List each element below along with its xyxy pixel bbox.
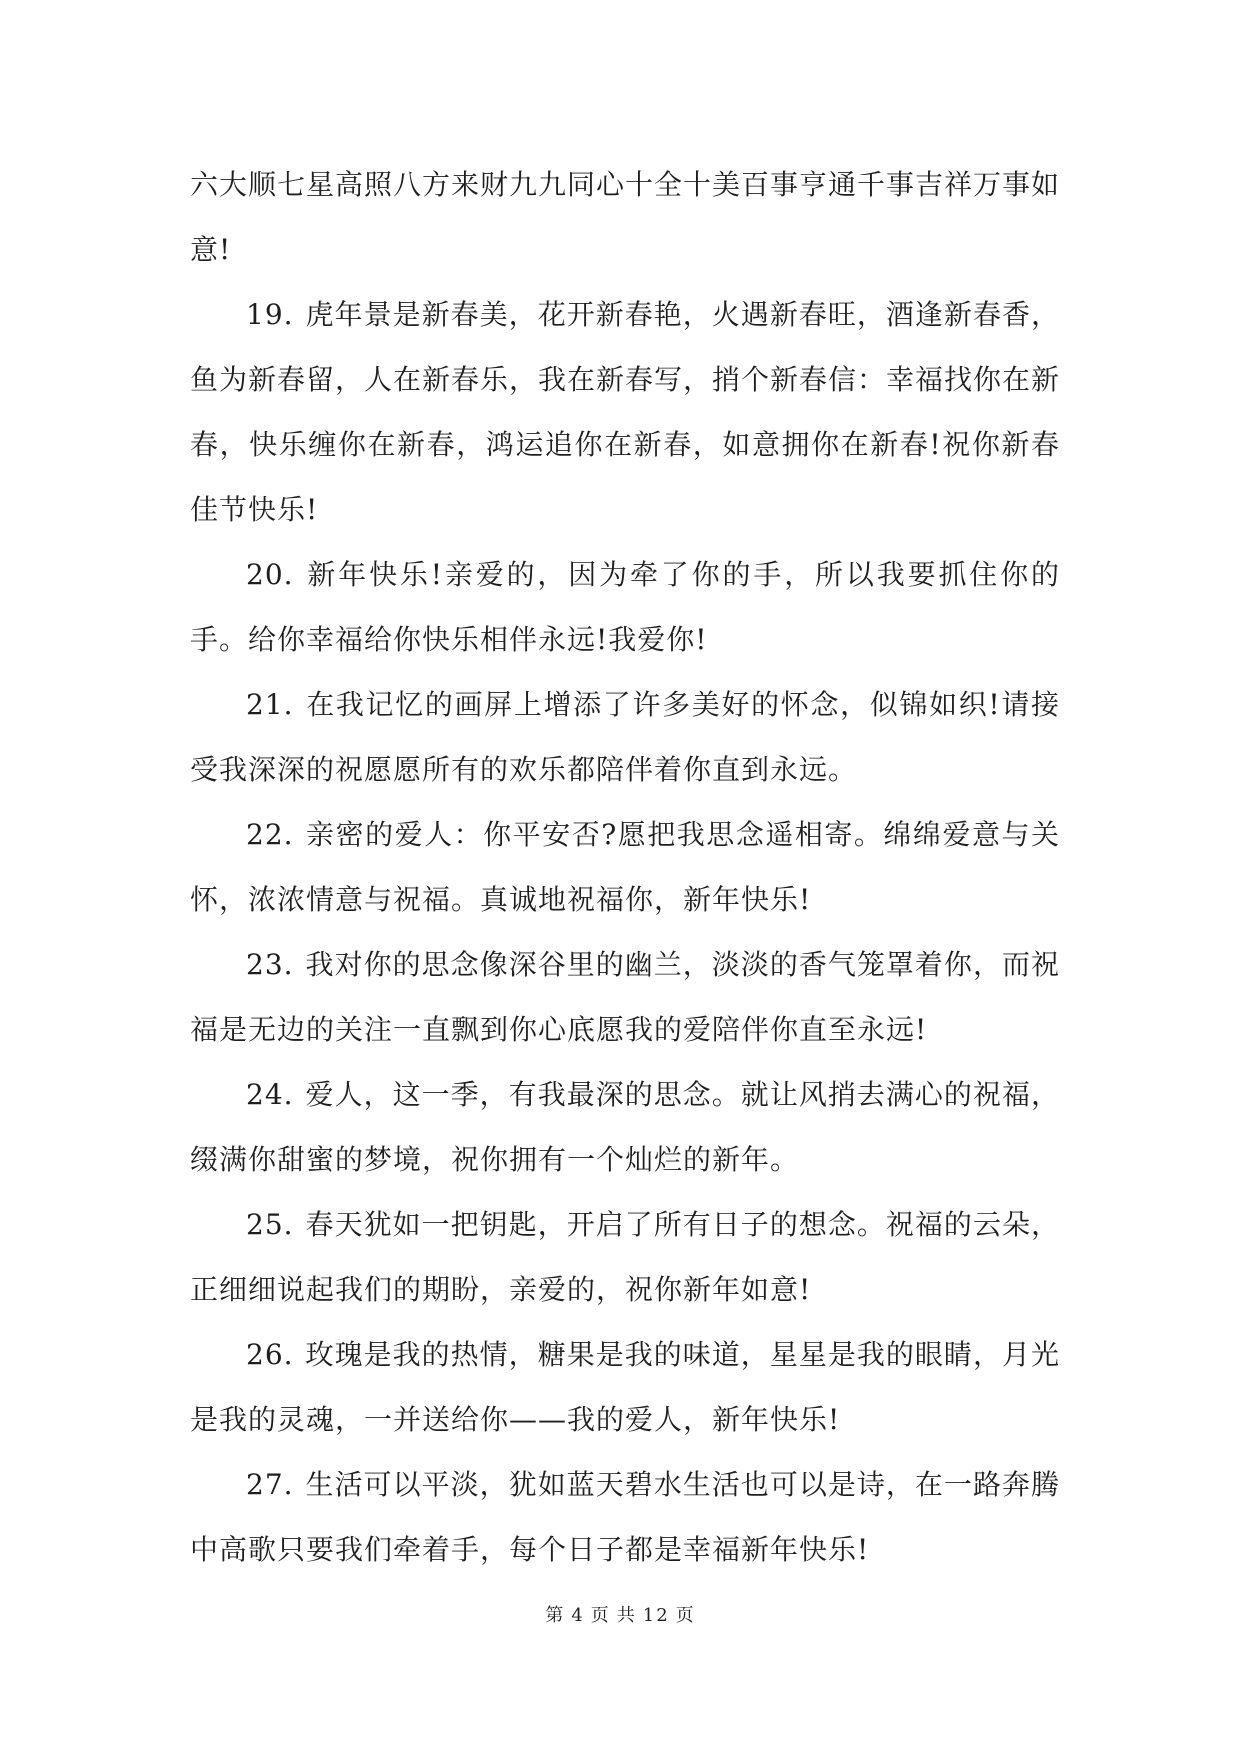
paragraph-text: 爱人，这一季，有我最深的思念。就让风捎去满心的祝福，缀满你甜蜜的梦境，祝你拥有一个灿烂的新年。 xyxy=(190,1078,1060,1176)
footer-suffix: 页 xyxy=(675,1605,696,1626)
paragraph-number: 22. xyxy=(246,818,294,851)
footer-total-word: 共 xyxy=(616,1605,637,1626)
paragraph-number: 27. xyxy=(246,1468,294,1501)
paragraph-text: 春天犹如一把钥匙，开启了所有日子的想念。祝福的云朵，正细细说起我们的期盼，亲爱的，祝你新年如意! xyxy=(190,1208,1060,1306)
footer-page-word: 页 xyxy=(590,1605,611,1626)
paragraph-text: 虎年景是新春美，花开新春艳，火遇新春旺，酒逢新春香，鱼为新春留，人在新春乐，我在新春写，捎个新春信：幸福找你在新春，快乐缠你在新春，鸿运追你在新春，如意拥你在新春!祝你新春佳节快乐! xyxy=(190,298,1061,526)
paragraph-text: 六大顺七星高照八方来财九九同心十全十美百事亨通千事吉祥万事如意! xyxy=(190,168,1061,266)
paragraph-text: 玫瑰是我的热情，糖果是我的味道，星星是我的眼睛，月光是我的灵魂，一并送给你——我的爱人，新年快乐! xyxy=(190,1338,1060,1436)
paragraph-24 xyxy=(190,1062,1060,1192)
paragraph-number: 25. xyxy=(246,1208,294,1241)
paragraph-continuation xyxy=(190,152,1060,282)
paragraph-number: 23. xyxy=(246,948,294,981)
page-footer xyxy=(0,1601,1241,1627)
paragraph-26 xyxy=(190,1322,1060,1452)
paragraph-text: 亲密的爱人：你平安否?愿把我思念遥相寄。绵绵爱意与关怀，浓浓情意与祝福。真诚地祝福你，新年快乐! xyxy=(190,818,1060,916)
paragraph-number: 26. xyxy=(246,1338,294,1371)
footer-total-pages: 12 xyxy=(642,1605,670,1626)
paragraph-27 xyxy=(190,1452,1060,1582)
footer-current-page: 4 xyxy=(571,1605,585,1626)
paragraph-text: 新年快乐!亲爱的，因为牵了你的手，所以我要抓住你的手。给你幸福给你快乐相伴永远!我爱你! xyxy=(190,558,1060,656)
paragraph-number: 19. xyxy=(246,298,294,331)
paragraph-25 xyxy=(190,1192,1060,1322)
paragraph-20 xyxy=(190,542,1060,672)
paragraph-21 xyxy=(190,672,1060,802)
paragraph-text: 在我记忆的画屏上增添了许多美好的怀念，似锦如织!请接受我深深的祝愿愿所有的欢乐都陪伴着你直到永远。 xyxy=(190,688,1060,786)
paragraph-number: 21. xyxy=(246,688,294,721)
document-body xyxy=(190,152,1060,1582)
footer-prefix: 第 xyxy=(545,1605,566,1626)
paragraph-text: 生活可以平淡，犹如蓝天碧水生活也可以是诗，在一路奔腾中高歌只要我们牵着手，每个日子都是幸福新年快乐! xyxy=(190,1468,1060,1566)
paragraph-19 xyxy=(190,282,1060,542)
paragraph-text: 我对你的思念像深谷里的幽兰，淡淡的香气笼罩着你，而祝福是无边的关注一直飘到你心底愿我的爱陪伴你直至永远! xyxy=(190,948,1060,1046)
paragraph-22 xyxy=(190,802,1060,932)
paragraph-23 xyxy=(190,932,1060,1062)
paragraph-number: 20. xyxy=(246,558,294,591)
paragraph-number: 24. xyxy=(246,1078,294,1111)
